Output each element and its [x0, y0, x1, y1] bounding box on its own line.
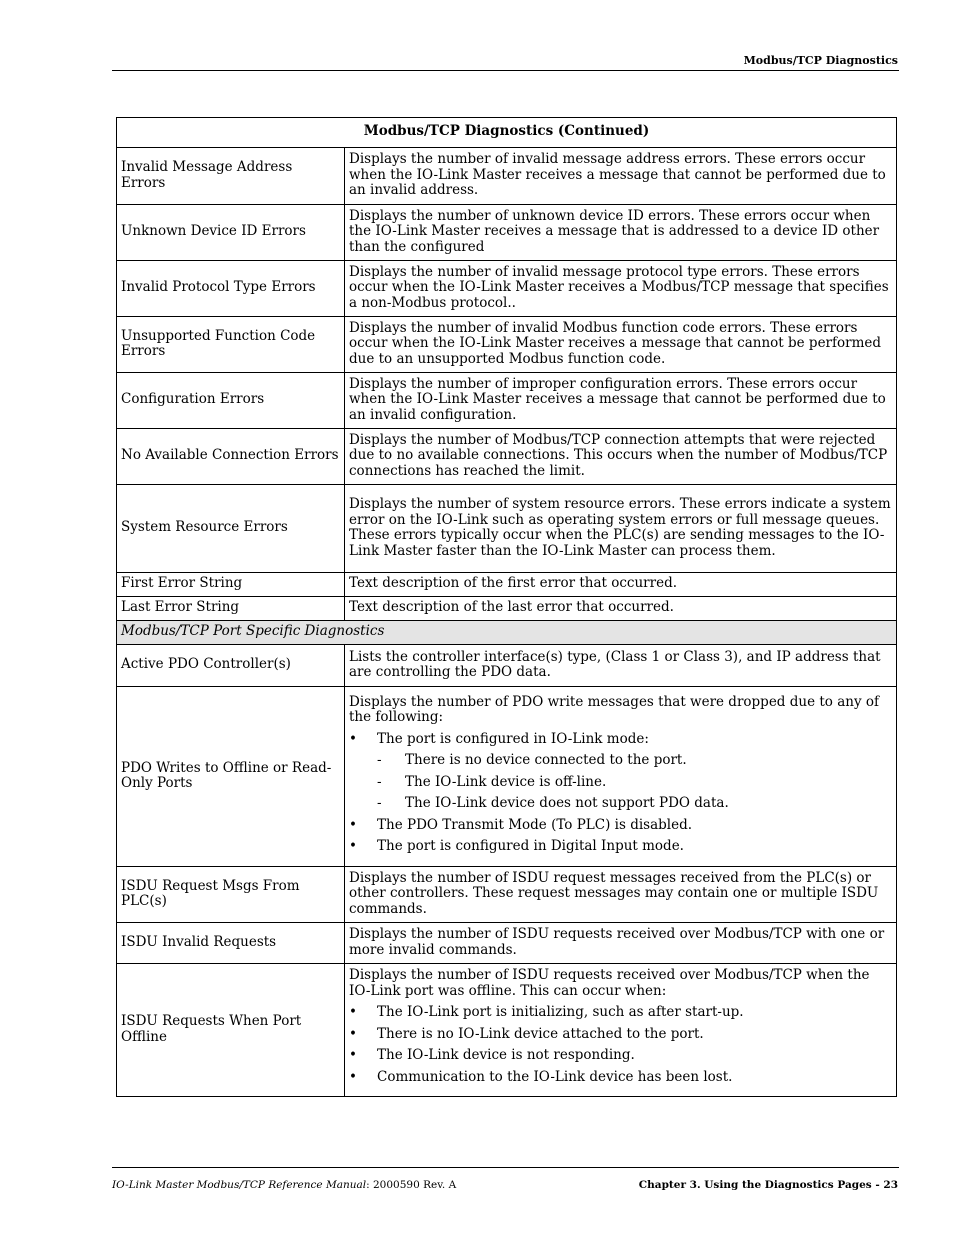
table-row	[117, 645, 897, 687]
list-item	[349, 839, 892, 855]
sub-list-item	[349, 753, 892, 769]
bullet-icon: •	[349, 1004, 357, 1020]
dash-icon: -	[377, 773, 382, 790]
table-row	[117, 573, 897, 597]
row-label: ISDU Invalid Requests	[117, 923, 345, 964]
row-label: Invalid Protocol Type Errors	[117, 261, 345, 317]
row-label: Unknown Device ID Errors	[117, 205, 345, 261]
list-item-text: The port is configured in Digital Input mode.	[377, 838, 684, 854]
row-description: Displays the number of Modbus/TCP connection attempts that were rejected due to no available connections. This occurs when the number of Modbus/TCP connections has reached the limit.	[345, 429, 897, 485]
running-header: Modbus/TCP Diagnostics	[743, 54, 898, 67]
table-title-row	[117, 118, 897, 148]
bullet-icon: •	[349, 1047, 357, 1063]
row-label: ISDU Request Msgs From PLC(s)	[117, 867, 345, 923]
section-row	[117, 621, 897, 645]
list-item	[349, 1027, 892, 1043]
list-item	[349, 818, 892, 834]
bullet-icon: •	[349, 1025, 357, 1042]
section-heading: Modbus/TCP Port Specific Diagnostics	[117, 621, 897, 645]
bullet-icon: •	[349, 730, 357, 747]
diagnostics-table	[116, 117, 897, 1097]
row-description: Displays the number of invalid message address errors. These errors occur when the IO-Link Master receives a message that cannot be performed due to an invalid address.	[345, 148, 897, 205]
bullet-icon: •	[349, 1068, 357, 1085]
table-row	[117, 964, 897, 1097]
table-row	[117, 317, 897, 373]
table-row	[117, 597, 897, 621]
row-label: System Resource Errors	[117, 485, 345, 573]
row-label: First Error String	[117, 573, 345, 597]
list-item-text: Communication to the IO-Link device has been lost.	[377, 1068, 733, 1085]
list-item-text: The IO-Link device is off-line.	[405, 773, 607, 790]
row-label: Configuration Errors	[117, 373, 345, 429]
list-item	[349, 1070, 892, 1086]
row-description: Displays the number of system resource errors. These errors indicate a system error on the IO-Link such as operating system errors or full message queues. These errors typically occur when the PLC(s) are sending messages to the IO-Link Master faster than the IO-Link Master can process them.	[345, 485, 897, 573]
row-label: Invalid Message Address Errors	[117, 148, 345, 205]
table-row	[117, 687, 897, 867]
row-description: Displays the number of invalid Modbus function code errors. These errors occur when the IO-Link Master receives a message that cannot be performed due to an unsupported Modbus function code.	[345, 317, 897, 373]
list-item	[349, 732, 892, 748]
row-description: Displays the number of invalid message protocol type errors. These errors occur when the IO-Link Master receives a Modbus/TCP message that specifies a non-Modbus protocol..	[345, 261, 897, 317]
table-row	[117, 923, 897, 964]
row-label: PDO Writes to Offline or Read-Only Ports	[117, 687, 345, 867]
row-label: Last Error String	[117, 597, 345, 621]
list-item-text: There is no IO-Link device attached to the port.	[377, 1025, 704, 1042]
row-description: Displays the number of improper configuration errors. These errors occur when the IO-Link Master receives a message that cannot be performed due to an invalid configuration.	[345, 373, 897, 429]
table-row	[117, 148, 897, 205]
table-title: Modbus/TCP Diagnostics (Continued)	[117, 118, 897, 148]
sub-list-item	[349, 775, 892, 791]
sub-list-item	[349, 796, 892, 812]
row-label: ISDU Requests When Port Offline	[117, 964, 345, 1097]
row-description	[345, 687, 897, 867]
row-description: Displays the number of unknown device ID errors. These errors occur when the IO-Link Master receives a message that is addressed to a device ID other than the configured	[345, 205, 897, 261]
bullet-icon: •	[349, 838, 357, 854]
table-row	[117, 373, 897, 429]
table-row	[117, 261, 897, 317]
description-intro: Displays the number of ISDU requests received over Modbus/TCP when the IO-Link port was offline. This can occur when:	[349, 967, 870, 999]
bullet-icon: •	[349, 816, 357, 833]
list-item-text: The PDO Transmit Mode (To PLC) is disabled.	[377, 816, 693, 833]
list-item-text: The port is configured in IO-Link mode:	[377, 730, 649, 747]
list-item-text: There is no device connected to the port.	[405, 752, 687, 768]
footer-manual-number: : 2000590 Rev. A	[366, 1179, 457, 1191]
row-label: Active PDO Controller(s)	[117, 645, 345, 687]
list-item	[349, 1048, 892, 1064]
list-item-text: The IO-Link port is initializing, such as after start-up.	[377, 1004, 744, 1020]
footer-divider	[112, 1167, 899, 1168]
footer-manual-title: IO-Link Master Modbus/TCP Reference Manual	[112, 1179, 367, 1191]
row-description: Text description of the first error that occurred.	[345, 573, 897, 597]
table-row	[117, 867, 897, 923]
row-description: Displays the number of ISDU request messages received from the PLC(s) or other controllers. These request messages may contain one or multiple ISDU commands.	[345, 867, 897, 923]
row-description: Lists the controller interface(s) type, (Class 1 or Class 3), and IP address that are controlling the PDO data.	[345, 645, 897, 687]
row-description: Displays the number of ISDU requests received over Modbus/TCP with one or more invalid commands.	[345, 923, 897, 964]
list-item	[349, 1005, 892, 1021]
list-item-text: The IO-Link device is not responding.	[377, 1047, 635, 1063]
description-intro: Displays the number of PDO write messages that were dropped due to any of the following:	[349, 693, 879, 725]
footer-manual-reference	[112, 1179, 456, 1191]
header-divider	[112, 70, 899, 71]
dash-icon: -	[377, 795, 382, 811]
table-row	[117, 485, 897, 573]
table-row	[117, 429, 897, 485]
row-label: No Available Connection Errors	[117, 429, 345, 485]
row-description	[345, 964, 897, 1097]
table-row	[117, 205, 897, 261]
row-description: Text description of the last error that occurred.	[345, 597, 897, 621]
footer-chapter-page: Chapter 3. Using the Diagnostics Pages - 23	[638, 1179, 898, 1191]
list-item-text: The IO-Link device does not support PDO data.	[405, 795, 729, 811]
row-label: Unsupported Function Code Errors	[117, 317, 345, 373]
dash-icon: -	[377, 752, 382, 768]
